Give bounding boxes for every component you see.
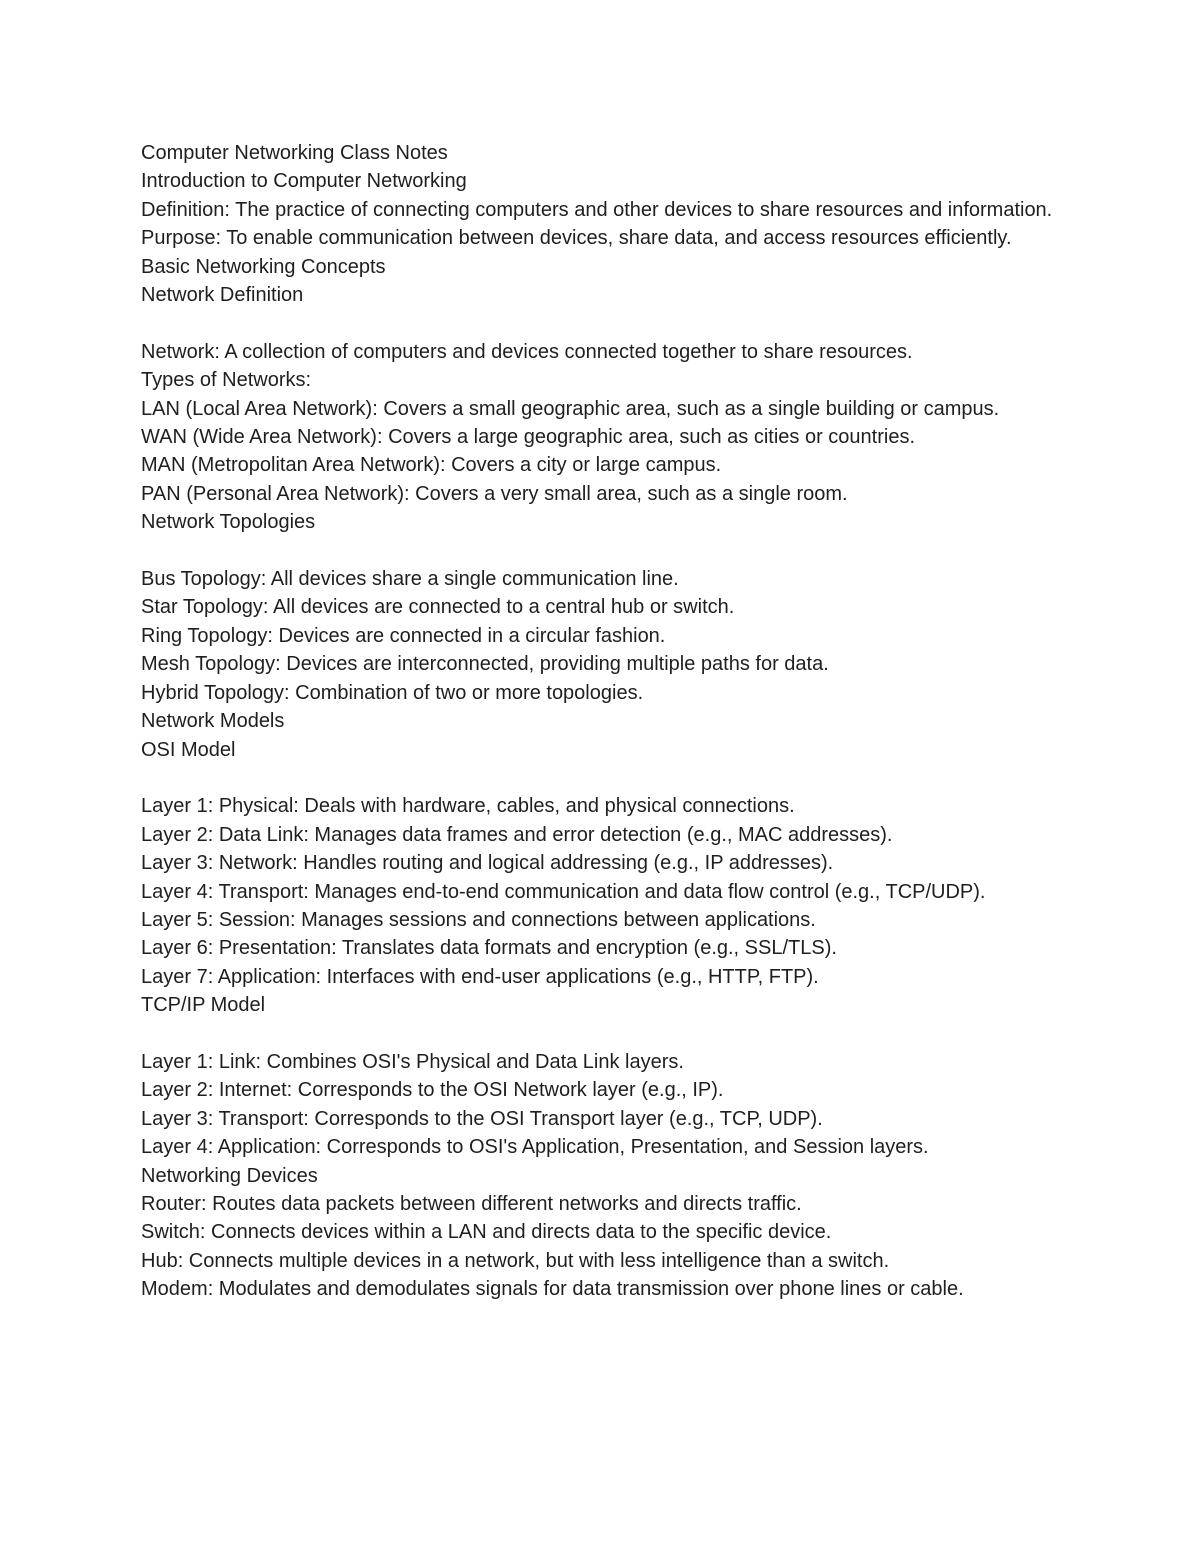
device-switch: Switch: Connects devices within a LAN and directs data to the specific device.	[141, 1221, 832, 1244]
tcpip-layer-4: Layer 4: Application: Corresponds to OSI's Application, Presentation, and Session layers.	[141, 1136, 929, 1159]
section-heading-devices: Networking Devices	[141, 1164, 318, 1187]
subheading-tcpip-model: TCP/IP Model	[141, 994, 266, 1017]
subheading-network-definition: Network Definition	[141, 284, 304, 307]
intro-purpose: Purpose: To enable communication between devices, share data, and access resources efficiently.	[141, 227, 1012, 250]
osi-layer-4: Layer 4: Transport: Manages end-to-end communication and data flow control (e.g., TCP/UDP).	[141, 880, 986, 903]
document-title: Computer Networking Class Notes	[141, 142, 448, 164]
intro-definition: Definition: The practice of connecting computers and other devices to share resources and information.	[141, 198, 1053, 221]
topology-star: Star Topology: All devices are connected to a central hub or switch.	[141, 596, 735, 619]
tcpip-layer-1: Layer 1: Link: Combines OSI's Physical and Data Link layers.	[141, 1050, 684, 1073]
network-type-lan: LAN (Local Area Network): Covers a small geographic area, such as a single building or campus.	[141, 397, 1000, 420]
topology-hybrid: Hybrid Topology: Combination of two or more topologies.	[141, 681, 644, 704]
section-heading-basics: Basic Networking Concepts	[141, 255, 386, 278]
osi-layer-1: Layer 1: Physical: Deals with hardware, cables, and physical connections.	[141, 795, 795, 818]
device-router: Router: Routes data packets between different networks and directs traffic.	[141, 1192, 802, 1215]
osi-layer-2: Layer 2: Data Link: Manages data frames and error detection (e.g., MAC addresses).	[141, 823, 893, 846]
device-hub: Hub: Connects multiple devices in a network, but with less intelligence than a switch.	[141, 1249, 890, 1272]
topology-mesh: Mesh Topology: Devices are interconnected, providing multiple paths for data.	[141, 653, 829, 676]
blank-line	[141, 764, 1071, 792]
tcpip-layer-3: Layer 3: Transport: Corresponds to the OSI Transport layer (e.g., TCP, UDP).	[141, 1107, 823, 1130]
section-heading-topologies: Network Topologies	[141, 511, 316, 534]
section-heading-models: Network Models	[141, 710, 285, 733]
blank-line	[141, 1020, 1071, 1048]
blank-line	[141, 309, 1071, 337]
network-type-pan: PAN (Personal Area Network): Covers a very small area, such as a single room.	[141, 482, 848, 505]
types-of-networks-heading: Types of Networks:	[141, 369, 312, 392]
osi-layer-6: Layer 6: Presentation: Translates data formats and encryption (e.g., SSL/TLS).	[141, 937, 837, 960]
section-heading-intro: Introduction to Computer Networking	[141, 170, 467, 193]
topology-bus: Bus Topology: All devices share a single communication line.	[141, 568, 679, 591]
device-modem: Modem: Modulates and demodulates signals for data transmission over phone lines or cable.	[141, 1278, 964, 1301]
osi-layer-5: Layer 5: Session: Manages sessions and connections between applications.	[141, 908, 816, 931]
network-type-wan: WAN (Wide Area Network): Covers a large geographic area, such as cities or countries.	[141, 426, 916, 449]
osi-layer-7: Layer 7: Application: Interfaces with end-user applications (e.g., HTTP, FTP).	[141, 965, 819, 988]
blank-line	[141, 537, 1071, 565]
topology-ring: Ring Topology: Devices are connected in a circular fashion.	[141, 624, 666, 647]
network-definition-text: Network: A collection of computers and devices connected together to share resources.	[141, 340, 913, 363]
osi-layer-3: Layer 3: Network: Handles routing and logical addressing (e.g., IP addresses).	[141, 852, 834, 875]
document-body	[141, 139, 1071, 1304]
tcpip-layer-2: Layer 2: Internet: Corresponds to the OSI Network layer (e.g., IP).	[141, 1079, 724, 1102]
network-type-man: MAN (Metropolitan Area Network): Covers a city or large campus.	[141, 454, 722, 477]
subheading-osi-model: OSI Model	[141, 738, 236, 761]
